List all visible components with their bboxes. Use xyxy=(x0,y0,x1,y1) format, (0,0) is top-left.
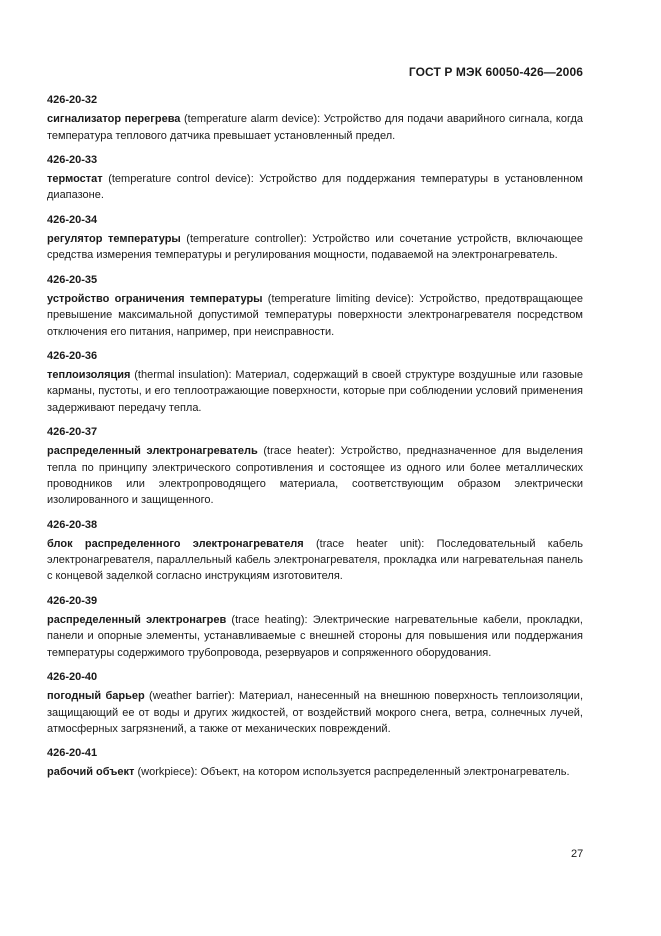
term-entry xyxy=(47,593,583,661)
entry-text: (temperature alarm device): Устройство для подачи аварийного сигнала, когда температура теплового датчика превышает установленный предел. xyxy=(47,113,583,142)
entry-term: устройство ограничения температуры xyxy=(47,292,263,305)
term-entry xyxy=(47,517,583,585)
term-entry xyxy=(47,92,583,144)
entry-term: сигнализатор перегрева xyxy=(47,113,181,126)
entry-text: (trace heater): Устройство, предназначенное для выделения тепла по принципу электрического сопротивления и состоящее из одного или более металлических проводников или электропроводящего материала, соответствующим образом электрически изолированного и защищенного. xyxy=(47,445,584,507)
entry-number: 426-20-38 xyxy=(47,518,98,531)
entry-text: (workpiece): Объект, на котором используется распределенный электронагреватель. xyxy=(134,766,570,779)
terms-list xyxy=(47,92,583,789)
entry-text: (temperature controller): Устройство или сочетание устройств, включающее средства измерения температуры и регулирования мощности, подаваемой на электронагреватель. xyxy=(47,233,583,262)
entry-definition xyxy=(47,291,583,340)
entry-text: (temperature limiting device): Устройство, предотвращающее превышение максимальной допустимой температуры поверхности электронагревателя посредством отключения его питания, например, при неисправности. xyxy=(47,292,584,338)
entry-definition xyxy=(47,612,583,661)
entry-term: блок распределенного электронагревателя xyxy=(47,537,304,550)
entry-text: (weather barrier): Материал, нанесенный на внешнюю поверхность теплоизоляции, защищающий ее от воды и других жидкостей, от воздействий мокрого снега, ветра, солнечных лучей, атмосферных загрязнений, а также от механических повреждений. xyxy=(47,690,583,735)
term-entry xyxy=(47,272,583,340)
entry-definition xyxy=(47,111,583,144)
entry-text: (thermal insulation): Материал, содержащий в своей структуре воздушные или газовые карманы, пустоты, и его теплоотражающие поверхности, которые при соблюдении условий применения задерживают передачу тепла. xyxy=(47,369,583,414)
term-entry xyxy=(47,424,583,508)
entry-term: термостат xyxy=(47,173,103,186)
page-number: 27 xyxy=(571,848,584,860)
entry-text: (trace heater unit): Последовательный кабель электронагревателя, параллельный кабель электронагревателя, прокладка или нагревательная панель с концевой заделкой согласно инструкциям изготовителя. xyxy=(47,537,583,583)
entry-number: 426-20-41 xyxy=(47,747,98,760)
entry-number: 426-20-37 xyxy=(47,426,98,439)
entry-term: рабочий объект xyxy=(47,766,135,779)
entry-number: 426-20-40 xyxy=(47,670,98,683)
entry-definition xyxy=(47,231,583,264)
entry-term: погодный барьер xyxy=(47,690,145,703)
entry-definition xyxy=(47,688,583,737)
entry-number: 426-20-35 xyxy=(47,273,98,286)
term-entry xyxy=(47,348,583,416)
entry-number: 426-20-32 xyxy=(47,94,98,106)
entry-definition xyxy=(47,171,583,204)
entry-definition xyxy=(47,536,583,585)
entry-number: 426-20-34 xyxy=(47,213,98,226)
entry-definition xyxy=(47,367,583,416)
entry-number: 426-20-33 xyxy=(47,153,98,166)
entry-term: регулятор температуры xyxy=(47,233,181,246)
term-entry xyxy=(47,152,583,204)
entry-term: распределенный электронагрев xyxy=(47,614,227,627)
entry-definition xyxy=(47,443,583,508)
entry-definition xyxy=(47,764,583,780)
entry-number: 426-20-36 xyxy=(47,349,98,362)
term-entry xyxy=(47,212,583,264)
term-entry xyxy=(47,669,583,737)
term-entry xyxy=(47,745,583,781)
entry-text: (trace heating): Электрические нагревательные кабели, прокладки, панели и опорные элементы, устанавливаемые с внешней стороны для повышения или поддержания температуры содержимого трубопровода, резервуаров и сопряженного оборудования. xyxy=(47,614,583,659)
standard-designation: ГОСТ Р МЭК 60050-426—2006 xyxy=(408,65,583,79)
entry-text: (temperature control device): Устройство для поддержания температуры в установленном диапазоне. xyxy=(47,173,583,202)
entry-number: 426-20-39 xyxy=(47,594,98,607)
entry-term: распределенный электронагреватель xyxy=(47,445,258,458)
entry-term: теплоизоляция xyxy=(47,369,131,382)
